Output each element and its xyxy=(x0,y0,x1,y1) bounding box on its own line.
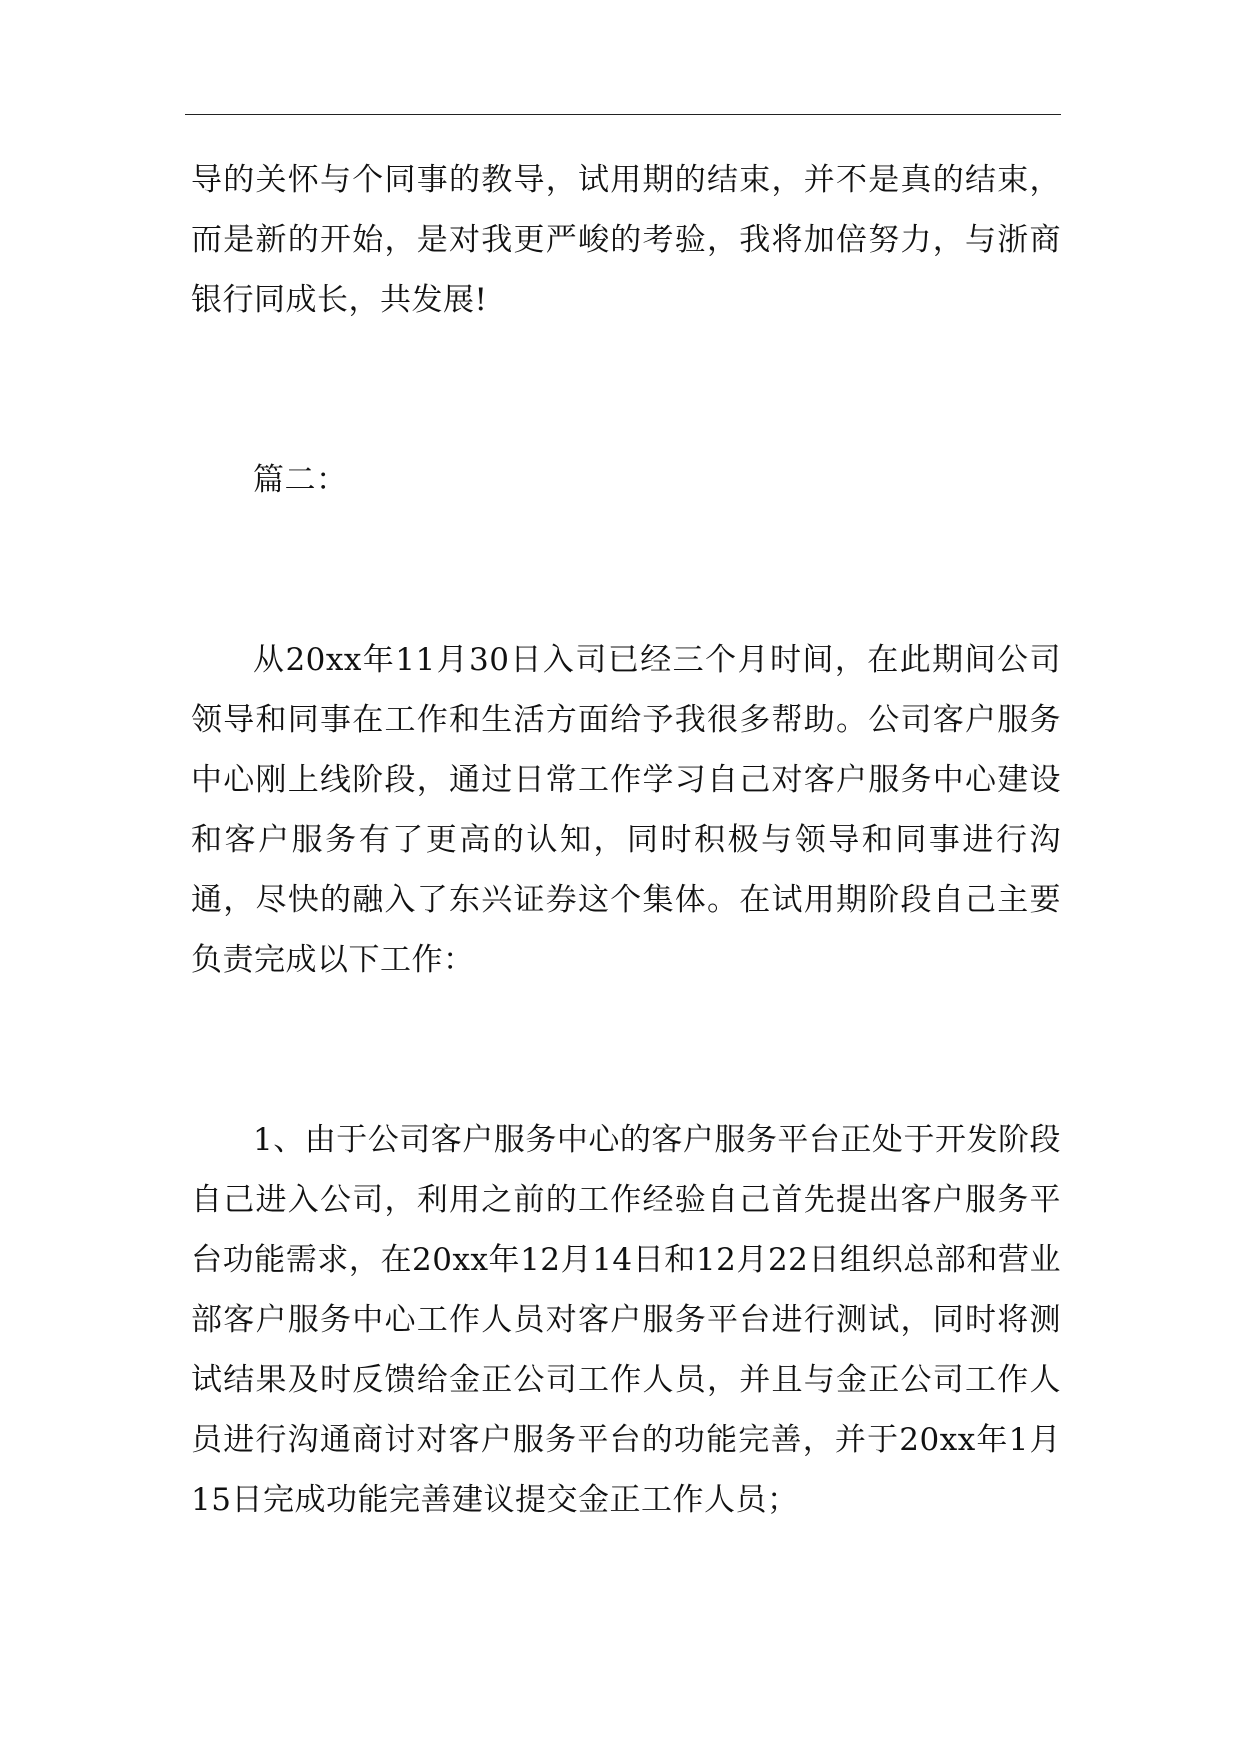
paragraph-continuation: 导的关怀与个同事的教导，试用期的结束，并不是真的结束，而是新的开始，是对我更严峻的考验，我将加倍努力，与浙商银行同成长，共发展! xyxy=(191,162,1061,318)
document-body xyxy=(191,150,1061,1530)
section-heading: 篇二： xyxy=(253,462,348,498)
paragraph-gap xyxy=(191,510,1061,630)
header-rule xyxy=(185,114,1061,115)
paragraph-intro: 从20xx年11月30日入司已经三个月时间，在此期间公司领导和同事在工作和生活方面给予我很多帮助。公司客户服务中心刚上线阶段，通过日常工作学习自己对客户服务中心建设和客户服务有了更高的认知，同时积极与领导和同事进行沟通，尽快的融入了东兴证券这个集体。在试用期阶段自己主要负责完成以下工作： xyxy=(191,642,1061,978)
paragraph-gap xyxy=(191,990,1061,1110)
paragraph-gap xyxy=(191,330,1061,450)
paragraph-item-1: 1、由于公司客户服务中心的客户服务平台正处于开发阶段自己进入公司，利用之前的工作经验自己首先提出客户服务平台功能需求，在20xx年12月14日和12月22日组织总部和营业部客户服务中心工作人员对客户服务平台进行测试，同时将测试结果及时反馈给金正公司工作人员，并且与金正公司工作人员进行沟通商讨对客户服务平台的功能完善，并于20xx年1月15日完成功能完善建议提交金正工作人员； xyxy=(191,1122,1061,1518)
